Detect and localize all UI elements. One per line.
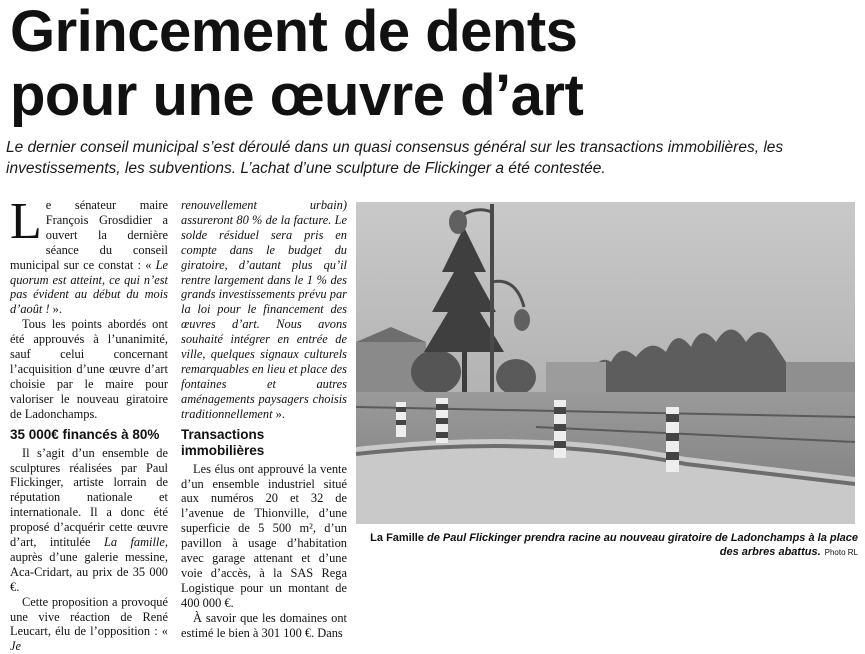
lamp-head-right [514, 309, 530, 331]
caption-title: La Famille [370, 532, 424, 544]
building-right [786, 362, 855, 394]
article-photo [356, 202, 855, 524]
paragraph-6: Les élus ont approuvé la vente d’un ensemble industriel situé aux numéros 20 et 32 de l’avenue de Thionville, d’une superficie de 5 500 m², d’un pavillon à usage d’habitation avec garage attenant et d’une voie d’accès, à la SAS Rega Logistique pour un montant de 400 000 €. [181, 461, 347, 610]
building-center [546, 362, 606, 394]
roundabout-photo-illustration [356, 202, 855, 524]
paragraph-3-text: Il s’agit d’un ensemble de sculptures réalisées par Paul Flickinger, artiste lorrain de réputation nationale et internationale. Il a donc été proposé d’acquérir cette œuvre d’art, intitulée [10, 445, 168, 550]
paragraph-4-text: Cette proposition a provoqué une vive réaction de René Leucart, élu de l’opposition : « [10, 594, 168, 639]
quote-close: ». [49, 302, 62, 317]
article-column-2 [181, 198, 347, 640]
bush-left [411, 350, 461, 394]
headline-line-1: Grincement de dents [10, 0, 578, 64]
subhead-line-2: immobilières [181, 442, 265, 458]
artwork-title: La famille [103, 535, 165, 550]
paragraph-7: À savoir que les domaines ont estimé le bien à 301 100 €. Dans [181, 610, 347, 640]
subhead-line-1: Transactions [181, 426, 265, 442]
headline [10, 0, 860, 128]
paragraph-4-quote: Je [10, 639, 21, 654]
drop-cap: L [10, 193, 42, 250]
article-column-1 [10, 193, 168, 654]
paragraph-2: Tous les points abordés ont été approuvés à l’unanimité, sauf celui concernant l’acquisition d’une œuvre d’art choisie par le maire pour valoriser le nouveau giratoire de Ladonchamps. [10, 317, 168, 421]
paragraph-4 [10, 595, 168, 654]
bush-center [496, 359, 536, 395]
paragraph-3 [10, 446, 168, 595]
caption-text: de Paul Flickinger prendra racine au nouveau giratoire de Ladonchamps à la place des arbres abattus. [423, 532, 858, 558]
subhead-financing: 35 000€ financés à 80% [10, 426, 160, 442]
photo-caption [356, 531, 858, 560]
quote-close-2: ». [272, 406, 285, 421]
lamppost [490, 204, 494, 399]
paragraph-1-text: e sénateur maire François Grosdidier a ouvert la dernière séance du conseil municipal sur ce constat : « [10, 198, 168, 272]
photo-credit: Photo RL [824, 548, 858, 557]
mayor-quote: Le quorum est atteint, ce qui n’est pas évident au début du mois d’août ! [10, 257, 168, 317]
paragraph-1 [10, 193, 168, 317]
lamp-head-top [449, 210, 467, 234]
subhead-transactions [181, 427, 347, 459]
paragraph-3-end: , auprès d’une galerie messine, Aca-Cridart, au prix de 35 000 €. [10, 535, 168, 594]
paragraph-5 [181, 198, 347, 422]
headline-line-2: pour une œuvre d’art [10, 63, 584, 128]
article-lead: Le dernier conseil municipal s’est déroulé dans un quasi consensus général sur les transactions immobilières, les investissements, les subventions. L’achat d’une sculpture de Flickinger a été contestée. [6, 139, 784, 177]
mayor-reply-quote: renouvellement urbain) assureront 80 % de la facture. Le solde résiduel sera pris en compte dans le budget du giratoire, d’autant plus qu’il rentre largement dans le 1 % des grands investissements prévu par la loi pour le financement des œuvres d’art. Nous avons souhaité intégrer en entrée de ville, quelques signaux culturels remarquables en lieu et place des fontaines et autres aménagements paysagers choisis traditionnellement [181, 198, 347, 421]
